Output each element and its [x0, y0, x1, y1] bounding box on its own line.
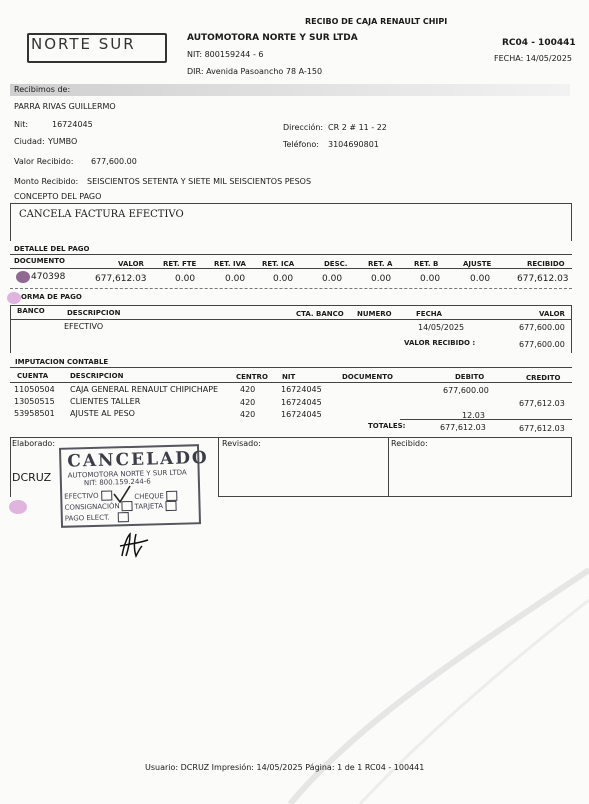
stamp-tarjeta: TARJETA [134, 501, 176, 512]
detalle-recibido: 677,612.03 [517, 274, 569, 284]
client-phone: 3104690801 [328, 140, 379, 149]
stamp-title: CANCELADO [67, 447, 210, 472]
detalle-ret-ica: 0.00 [273, 274, 294, 284]
ink-blot-pink [7, 292, 21, 304]
imp-row2-nit: 16724045 [281, 398, 322, 407]
detalle-header-ret-fte: RET. FTE [163, 260, 197, 268]
detalle-header-ajuste: AJUSTE [463, 260, 492, 268]
imp-row2-descripcion: CLIENTES TALLER [70, 397, 141, 406]
imp-header-centro: CENTRO [236, 373, 268, 381]
imp-header-cuenta: CUENTA [17, 372, 49, 380]
forma-header-valor: VALOR [539, 310, 565, 318]
detalle-ret-a: 0.00 [371, 274, 392, 284]
client-address-label: Dirección: [283, 123, 324, 132]
ink-blot [16, 271, 30, 283]
imp-header-descripcion: DESCRIPCION [70, 372, 124, 380]
valor-recibido-label: Valor Recibido: [14, 157, 74, 166]
imp-row3-descripcion: AJUSTE AL PESO [70, 409, 135, 418]
forma-fecha: 14/05/2025 [418, 323, 465, 332]
stamp-pago-elect: PAGO ELECT. [65, 512, 129, 524]
cheque-checkbox [166, 491, 177, 501]
imp-row1-debito: 677,600.00 [443, 386, 489, 395]
imp-header-debito: DEBITO [455, 373, 485, 381]
forma-descripcion: EFECTIVO [64, 322, 104, 331]
detalle-header-ret-a: RET. A [368, 260, 393, 268]
forma-header-descripcion: DESCRIPCION [67, 309, 121, 317]
signature-icon [118, 530, 152, 560]
totales-label: TOTALES: [368, 422, 406, 430]
imp-header-nit: NIT [282, 373, 296, 381]
client-city-label: Ciudad: [14, 137, 45, 146]
elaborado-name: DCRUZ [12, 471, 52, 484]
imp-row1-cuenta: 11050504 [14, 385, 55, 394]
detalle-valor: 677,612.03 [95, 274, 147, 284]
logo-text: NORTE SUR [31, 35, 136, 53]
recibimos-bar [10, 84, 570, 96]
imp-row2-centro: 420 [240, 398, 256, 407]
client-phone-label: Teléfono: [283, 140, 319, 149]
detalle-header-ret-iva: RET. IVA [214, 260, 246, 268]
recibimos-label: Recibimos de: [14, 85, 71, 94]
detalle-header-ret-ica: RET. ICA [262, 260, 295, 268]
imp-row3-nit: 16724045 [281, 410, 322, 419]
stamp-consignacion: CONSIGNACIÓN [64, 501, 133, 513]
stamp-efectivo: EFECTIVO [64, 490, 112, 501]
check-mark-icon [112, 484, 132, 506]
company-nit: NIT: 800159244 - 6 [187, 50, 264, 59]
imp-header-documento: DOCUMENTO [342, 373, 393, 381]
concepto-text: CANCELA FACTURA EFECTIVO [19, 209, 184, 220]
imp-row3-cuenta: 53958501 [14, 409, 55, 418]
forma-header-banco: BANCO [17, 307, 45, 315]
ink-blot-pink-2 [9, 500, 27, 514]
client-name: PARRA RIVAS GUILLERMO [14, 102, 116, 111]
imp-row3-centro: 420 [240, 410, 256, 419]
imp-header-credito: CREDITO [526, 374, 561, 382]
detalle-documento: 470398 [31, 272, 66, 282]
total-debito: 677,612.03 [440, 423, 486, 432]
detalle-header-recibido: RECIBIDO [527, 260, 565, 268]
valor-recibido: 677,600.00 [91, 157, 137, 166]
imputacion-title: IMPUTACION CONTABLE [15, 358, 109, 366]
pago-elect-checkbox [118, 512, 129, 522]
valor-recibido-total: 677,600.00 [519, 340, 565, 349]
imp-row1-nit: 16724045 [281, 385, 322, 394]
forma-header-numero: NUMERO [357, 310, 392, 318]
footer-text: Usuario: DCRUZ Impresión: 14/05/2025 Página: 1 de 1 RC04 - 100441 [145, 763, 425, 772]
stamp-cheque: CHEQUE [134, 491, 177, 502]
recibido-label: Recibido: [391, 439, 428, 448]
client-nit: 16724045 [52, 120, 93, 129]
client-city: YUMBO [48, 137, 78, 146]
imp-row3-debito: 12.03 [462, 411, 485, 420]
stamp-nit: NIT: 800.159.244-6 [83, 477, 151, 488]
detalle-ret-b: 0.00 [420, 274, 441, 284]
client-nit-label: Nit: [14, 120, 29, 129]
stamp-company: AUTOMOTORA NORTE Y SUR LTDA [67, 468, 187, 480]
client-address: CR 2 # 11 - 22 [328, 123, 387, 132]
detalle-ajuste: 0.00 [470, 274, 491, 284]
imp-row1-centro: 420 [240, 385, 256, 394]
concepto-label: CONCEPTO DEL PAGO [14, 192, 102, 201]
forma-title: ORMA DE PAGO [21, 293, 82, 301]
receipt-date: FECHA: 14/05/2025 [494, 54, 572, 63]
imp-row1-descripcion: CAJA GENERAL RENAULT CHIPICHAPE [70, 385, 219, 394]
revisado-label: Revisado: [222, 439, 261, 448]
imp-row2-credito: 677,612.03 [519, 399, 565, 408]
forma-header-fecha: FECHA [416, 310, 442, 318]
valor-recibido-total-label: VALOR RECIBIDO : [404, 339, 476, 347]
elaborado-label: Elaborado: [12, 439, 56, 448]
detalle-header-ret-b: RET. B [414, 260, 439, 268]
forma-valor: 677,600.00 [519, 323, 565, 332]
monto-recibido-label: Monto Recibido: [14, 177, 79, 186]
imp-row2-cuenta: 13050515 [14, 397, 55, 406]
forma-header-cta-banco: CTA. BANCO [296, 310, 344, 318]
detalle-ret-iva: 0.00 [225, 274, 246, 284]
efectivo-checkbox [101, 490, 112, 500]
detalle-desc: 0.00 [322, 274, 343, 284]
detalle-header-desc: DESC. [324, 260, 348, 268]
detalle-ret-fte: 0.00 [175, 274, 196, 284]
receipt-title: RECIBO DE CAJA RENAULT CHIPI [305, 17, 448, 26]
monto-recibido: SEISCIENTOS SETENTA Y SIETE MIL SEISCIENTOS PESOS [87, 177, 312, 186]
company-name: AUTOMOTORA NORTE Y SUR LTDA [187, 33, 358, 43]
total-credito: 677,612.03 [519, 424, 565, 433]
detalle-header-valor: VALOR [118, 260, 144, 268]
detalle-title: DETALLE DEL PAGO [14, 245, 90, 253]
tarjeta-checkbox [165, 501, 176, 511]
receipt-number: RC04 - 100441 [502, 38, 576, 48]
company-address: DIR: Avenida Pasoancho 78 A-150 [187, 67, 323, 76]
detalle-header-documento: DOCUMENTO [14, 257, 65, 265]
